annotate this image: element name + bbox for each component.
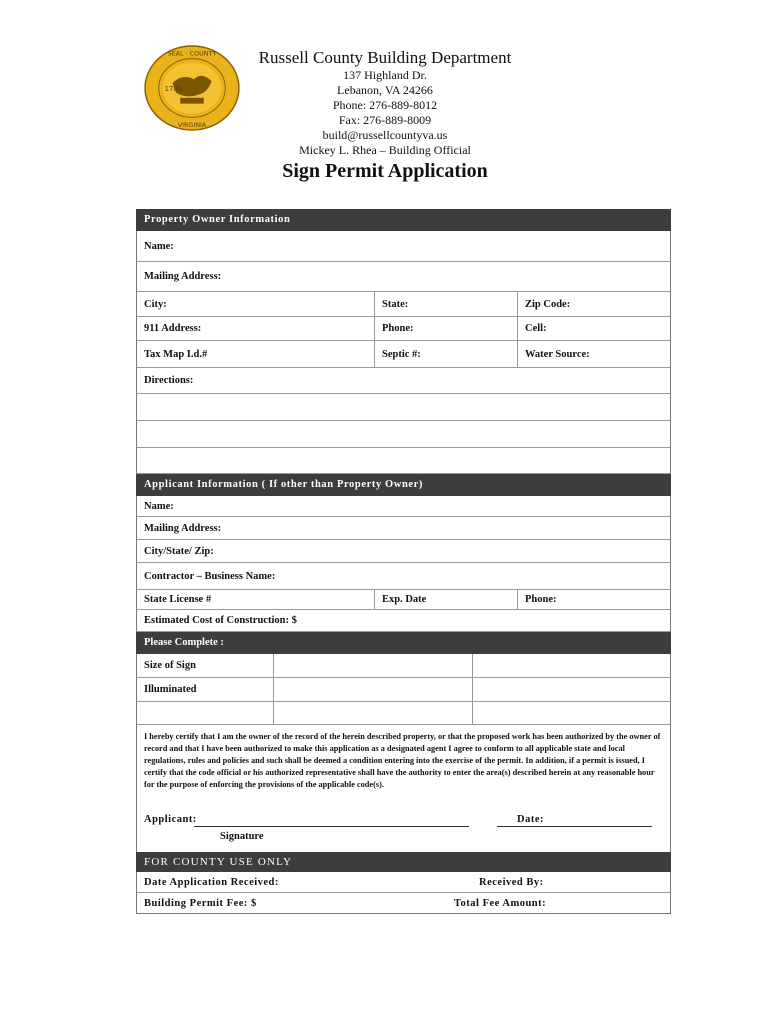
directions-line-3[interactable] (136, 421, 671, 448)
certification-block (136, 725, 671, 852)
owner-mailing-label: Mailing Address: (144, 271, 222, 282)
applicant-section-header: Applicant Information ( If other than Property Owner) (136, 474, 671, 496)
applicant-mailing-label: Mailing Address: (144, 522, 222, 534)
applicant-name-field[interactable] (136, 496, 671, 517)
complete-section-header: Please Complete : (136, 632, 671, 654)
owner-state-field[interactable] (374, 292, 517, 316)
county-section-header: FOR COUNTY USE ONLY (136, 852, 671, 872)
form-title: Sign Permit Application (282, 160, 488, 182)
directions-label: Directions: (144, 375, 194, 386)
cost-field[interactable] (136, 610, 671, 632)
official-line: Mickey L. Rhea – Building Official (299, 143, 471, 157)
cell-label: Cell: (525, 323, 547, 334)
size-input-1[interactable] (273, 654, 472, 677)
contact-block (230, 68, 540, 158)
license-field[interactable] (137, 590, 374, 609)
owner-phone-field[interactable] (374, 317, 517, 340)
svg-text:SEAL · COUNTY: SEAL · COUNTY (167, 50, 217, 58)
date-received-field[interactable] (137, 872, 467, 892)
illuminated-label (137, 678, 273, 701)
date-received-label: Date Application Received: (144, 876, 279, 888)
owner-city-row (136, 292, 671, 317)
license-row (136, 590, 671, 610)
directions-line-4[interactable] (136, 448, 671, 474)
owner-taxmap-field[interactable] (137, 341, 374, 367)
phone-line: Phone: 276-889-8012 (332, 98, 438, 112)
owner-zip-field[interactable] (517, 292, 670, 316)
applicant-sig-label: Applicant: (144, 814, 197, 825)
owner-city-field[interactable] (137, 292, 374, 316)
illuminated-input-1[interactable] (273, 678, 472, 701)
contractor-field[interactable] (136, 563, 671, 590)
size-label (137, 654, 273, 677)
total-fee-label: Total Fee Amount: (454, 897, 547, 909)
owner-name-label: Name: (144, 240, 174, 252)
owner-septic-field[interactable] (374, 341, 517, 367)
owner-911-field[interactable] (137, 317, 374, 340)
illuminated-input-2[interactable] (472, 678, 670, 701)
size-input-2[interactable] (472, 654, 670, 677)
received-by-field[interactable] (472, 872, 670, 892)
permit-form (136, 209, 671, 914)
applicant-signature-line[interactable] (194, 826, 469, 827)
owner-911-row (136, 317, 671, 341)
city-label: City: (144, 298, 167, 310)
owner-tax-row (136, 341, 671, 368)
applicant-csz-field[interactable] (136, 540, 671, 563)
taxmap-label: Tax Map I.d.# (144, 348, 208, 360)
contractor-label: Contractor – Business Name: (144, 570, 276, 582)
cost-label: Estimated Cost of Construction: $ (144, 615, 297, 626)
received-by-label: Received By: (479, 876, 544, 888)
extra-input-1[interactable] (273, 702, 472, 724)
owner-section-header: Property Owner Information (136, 209, 671, 231)
directions-field[interactable] (136, 368, 671, 394)
owner-mailing-field[interactable] (136, 262, 671, 292)
address-line-2: Lebanon, VA 24266 (337, 83, 433, 97)
extra-input-2[interactable] (472, 702, 670, 724)
applicant-phone-label: Phone: (525, 594, 557, 605)
applicant-name-label: Name: (144, 500, 174, 512)
license-label: State License # (144, 594, 212, 605)
water-label: Water Source: (525, 348, 590, 360)
illuminated-row (136, 678, 671, 702)
fax-line: Fax: 276-889-8009 (338, 113, 432, 127)
exp-date-field[interactable] (374, 590, 517, 609)
phone-label: Phone: (382, 323, 414, 334)
county-received-row (136, 872, 671, 893)
extra-label[interactable] (137, 702, 273, 724)
permit-fee-label: Building Permit Fee: $ (144, 897, 257, 909)
county-fee-row (136, 893, 671, 914)
size-row (136, 654, 671, 678)
permit-fee-field[interactable] (137, 893, 447, 913)
total-fee-field[interactable] (447, 893, 670, 913)
applicant-mailing-field[interactable] (136, 517, 671, 540)
owner-name-field[interactable] (136, 231, 671, 262)
directions-line-2[interactable] (136, 394, 671, 421)
svg-text:VIRGINIA: VIRGINIA (177, 122, 207, 130)
applicant-phone-field[interactable] (517, 590, 670, 609)
email-line: build@russellcountyva.us (322, 128, 448, 142)
address911-label: 911 Address: (144, 323, 202, 334)
illuminated-label-text: Illuminated (144, 684, 197, 695)
county-seal-icon (143, 44, 241, 132)
size-label-text: Size of Sign (144, 660, 196, 671)
extra-row (136, 702, 671, 725)
owner-cell-field[interactable] (517, 317, 670, 340)
exp-label: Exp. Date (382, 594, 427, 605)
address-line-1: 137 Highland Dr. (343, 68, 427, 82)
state-label: State: (382, 298, 409, 310)
department-name: Russell County Building Department (258, 48, 512, 67)
date-label: Date: (517, 814, 544, 825)
owner-water-field[interactable] (517, 341, 670, 367)
septic-label: Septic #: (382, 348, 421, 360)
svg-text:1786: 1786 (164, 84, 183, 93)
signature-caption: Signature (220, 831, 264, 842)
applicant-csz-label: City/State/ Zip: (144, 545, 214, 557)
zip-label: Zip Code: (525, 298, 571, 310)
date-line[interactable] (497, 826, 652, 827)
certification-text: I hereby certify that I am the owner of the record of the herein described property, or that the proposed work has been authorized by the owner of record and that I have been authorized to make this application as a designated agent I agree to conform to all applicable state and local regulations, rules and policies and such shall be deemed a condition entering into the exercise of the permit. In addition, if a permit is issued, I certify that the code official or his authorized representative shall have the authority to enter the area(s) described herein at any reasonable hour for the purpose of enforcing the provisions of the applicable code(s). (144, 732, 661, 790)
